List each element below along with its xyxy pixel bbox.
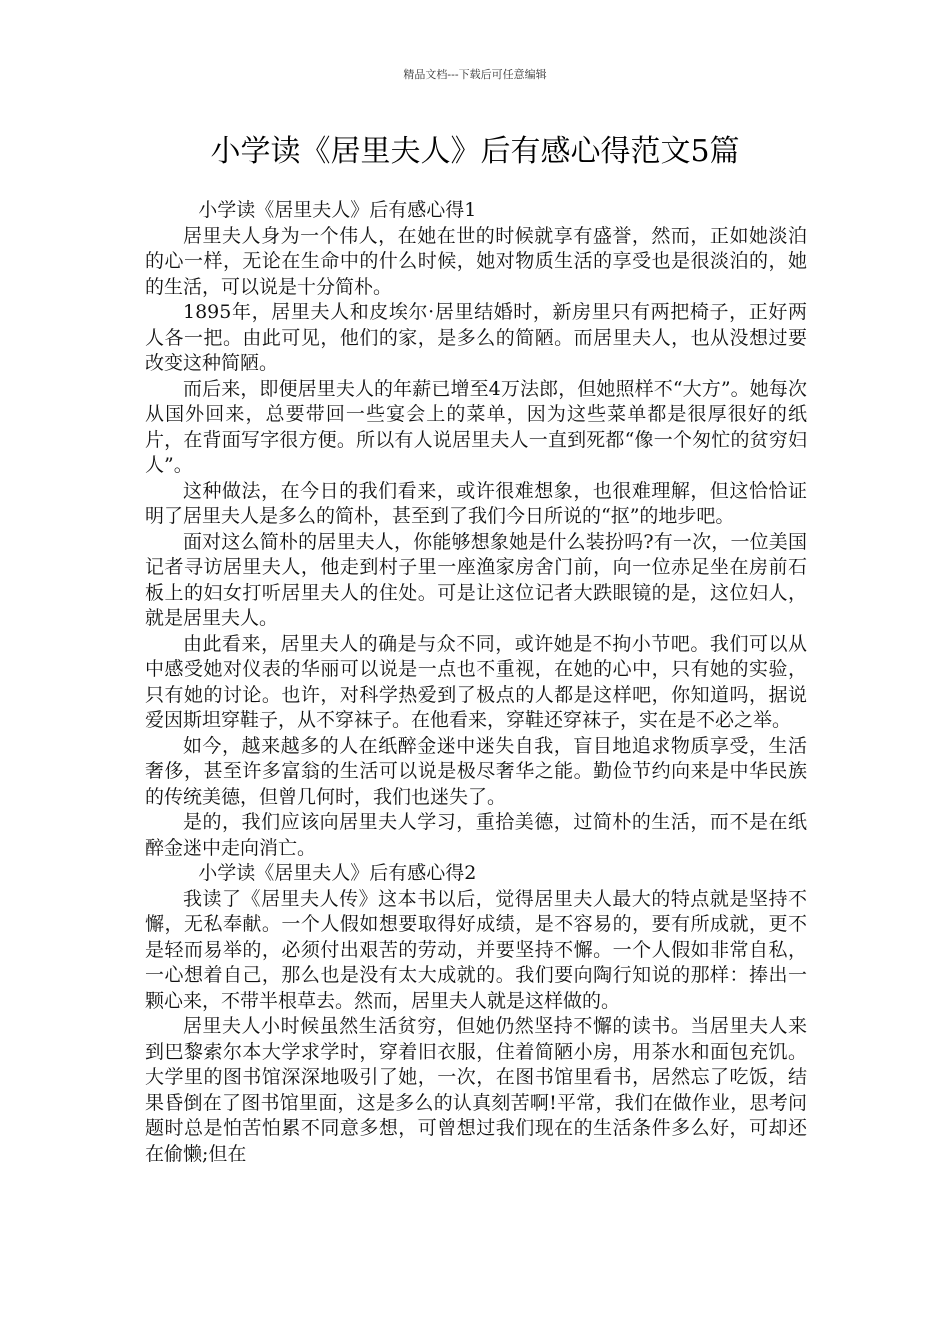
paragraph: 这种做法，在今日的我们看来，或许很难想象，也很难理解，但这恰恰证明了居里夫人是多么的简朴，甚至到了我们今日所说的“抠”的地步吧。 bbox=[145, 479, 807, 527]
page-header-note: 精品文档---下载后可任意编辑 bbox=[403, 68, 547, 81]
document-title: 小学读《居里夫人》后有感心得范文5篇 bbox=[210, 134, 740, 169]
paragraph: 是的，我们应该向居里夫人学习，重拾美德，过简朴的生活，而不是在纸醉金迷中走向消亡。 bbox=[145, 811, 807, 859]
paragraph: 而后来，即便居里夫人的年薪已增至4万法郎，但她照样不“大方”。她每次从国外回来，总要带回一些宴会上的菜单，因为这些菜单都是很厚很好的纸片，在背面写字很方便。所以有人说居里夫人一直到死都“像一个匆忙的贫穷妇人”。 bbox=[145, 377, 807, 476]
section-heading: 小学读《居里夫人》后有感心得2 bbox=[198, 862, 477, 884]
paragraph: 居里夫人小时候虽然生活贫穷，但她仍然坚持不懈的读书。当居里夫人来到巴黎索尔本大学求学时，穿着旧衣服，住着简陋小房，用茶水和面包充饥。大学里的图书馆深深地吸引了她，一次，在图书馆里看书，居然忘了吃饭，结果昏倒在了图书馆里面，这是多么的认真刻苦啊!平常，我们在做作业，思考问题时总是怕苦怕累不同意多想，可曾想过我们现在的生活条件多么好，可却还在偷懒;但在 bbox=[145, 1015, 807, 1165]
paragraph: 由此看来，居里夫人的确是与众不同，或许她是不拘小节吧。我们可以从中感受她对仪表的华丽可以说是一点也不重视，在她的心中，只有她的实验，只有她的讨论。也许，对科学热爱到了极点的人都是这样吧，你知道吗，据说爱因斯坦穿鞋子，从不穿袜子。在他看来，穿鞋还穿袜子，实在是不必之举。 bbox=[145, 632, 807, 731]
paragraph: 面对这么简朴的居里夫人，你能够想象她是什么装扮吗?有一次，一位美国记者寻访居里夫人，他走到村子里一座渔家房舍门前，向一位赤足坐在房前石板上的妇女打听居里夫人的住处。可是让这位记者大跌眼镜的是，这位妇人，就是居里夫人。 bbox=[145, 530, 807, 629]
paragraph: 居里夫人身为一个伟人，在她在世的时候就享有盛誉，然而，正如她淡泊的心一样，无论在生命中的什么时候，她对物质生活的享受也是很淡泊的，她的生活，可以说是十分简朴。 bbox=[145, 224, 807, 298]
section-heading: 小学读《居里夫人》后有感心得1 bbox=[198, 199, 477, 221]
paragraph: 1895年，居里夫人和皮埃尔·居里结婚时，新房里只有两把椅子，正好两人各一把。由此可见，他们的家，是多么的简陋。而居里夫人，也从没想过要改变这种简陋。 bbox=[145, 301, 807, 374]
paragraph: 如今，越来越多的人在纸醉金迷中迷失自我，盲目地追求物质享受，生活奢侈，甚至许多富翁的生活可以说是极尽奢华之能。勤俭节约向来是中华民族的传统美德，但曾几何时，我们也迷失了。 bbox=[145, 734, 807, 808]
document-body bbox=[145, 198, 807, 1167]
paragraph: 我读了《居里夫人传》这本书以后，觉得居里夫人最大的特点就是坚持不懈，无私奉献。一个人假如想要取得好成绩，是不容易的，要有所成就，更不是轻而易举的，必须付出艰苦的劳动，并要坚持不懈。一个人假如非常自私，一心想着自己，那么也是没有太大成就的。我们要向陶行知说的那样：捧出一颗心来，不带半根草去。然而，居里夫人就是这样做的。 bbox=[145, 887, 807, 1012]
